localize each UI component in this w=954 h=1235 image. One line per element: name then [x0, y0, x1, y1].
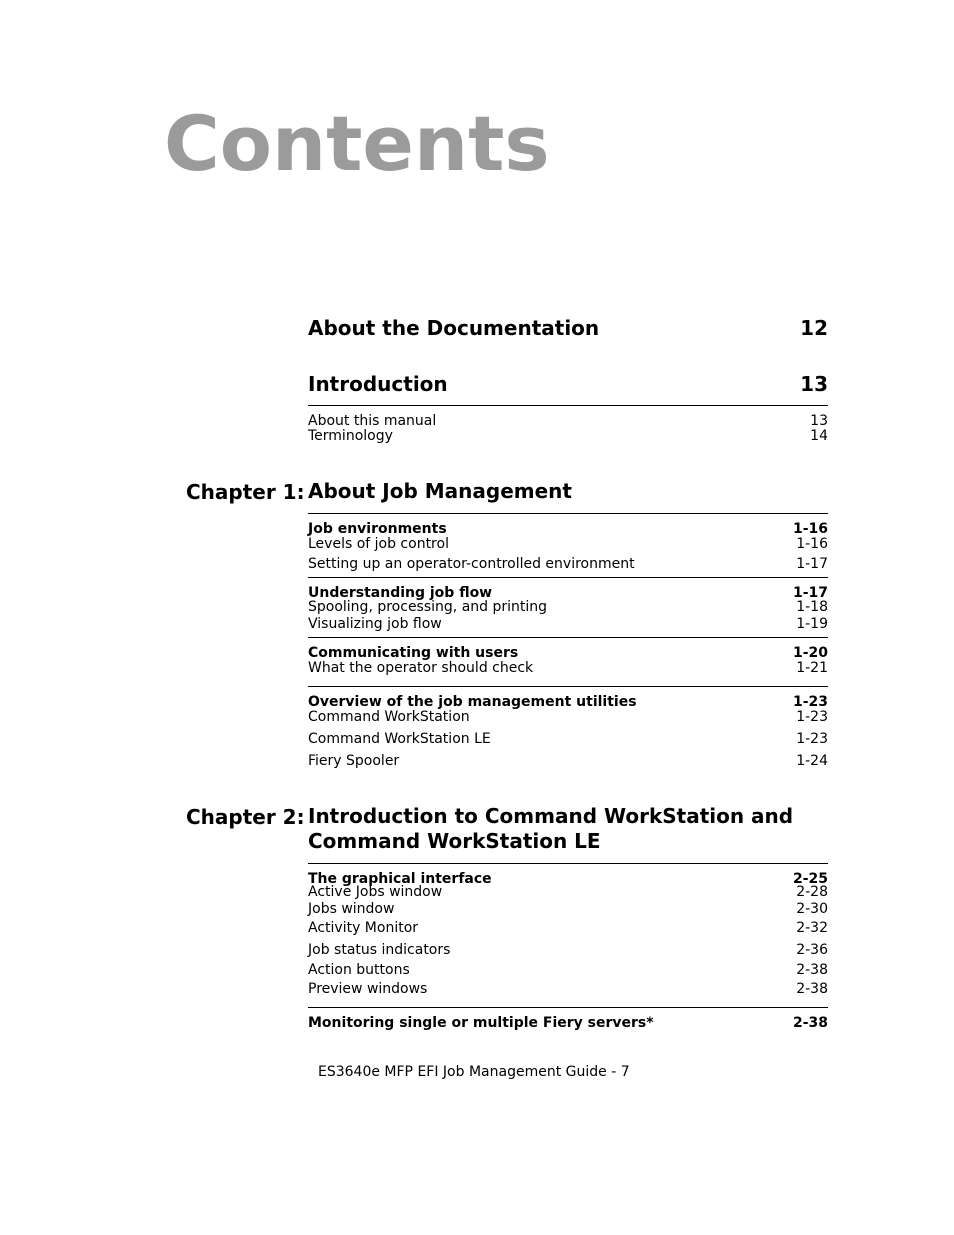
toc-entry-page: 1-16	[792, 521, 828, 537]
toc-entry-spooling-processing-printing[interactable]	[308, 600, 828, 614]
toc-entry-title: Activity Monitor	[308, 920, 419, 936]
toc-entry-page: 1-24	[796, 753, 828, 769]
toc-entry-levels-of-job-control[interactable]	[308, 537, 828, 551]
toc-heading-page: 12	[800, 316, 828, 340]
toc-heading-about-documentation[interactable]	[308, 318, 828, 338]
toc-entry-title: Levels of job control	[308, 536, 449, 552]
toc-entry-fiery-spooler[interactable]	[308, 754, 828, 768]
toc-entry-title: About this manual	[308, 413, 437, 429]
toc-entry-graphical-interface[interactable]	[308, 863, 828, 886]
toc-entry-job-environments[interactable]	[308, 513, 828, 536]
toc-entry-title: Fiery Spooler	[308, 753, 400, 769]
toc-entry-page: 1-21	[796, 660, 828, 676]
toc-entry-monitoring-fiery-servers[interactable]	[308, 1007, 828, 1030]
toc-entry-page: 2-28	[796, 884, 828, 900]
toc-entry-title: Communicating with users	[308, 645, 519, 661]
toc-entry-communicating-with-users[interactable]	[308, 637, 828, 660]
toc-entry-title: Action buttons	[308, 962, 410, 978]
page-footer: ES3640e MFP EFI Job Management Guide - 7	[318, 1064, 630, 1080]
page-title: Contents	[164, 99, 550, 188]
toc-entry-operator-controlled-environment[interactable]	[308, 557, 828, 571]
toc-entry-page: 2-38	[792, 1015, 828, 1031]
toc-entry-what-operator-should-check[interactable]	[308, 661, 828, 675]
toc-heading-page: 13	[800, 372, 828, 396]
toc-entry-about-this-manual[interactable]	[308, 405, 828, 428]
chapter-2-title-line-2: Command WorkStation LE	[308, 829, 601, 853]
toc-entry-title: What the operator should check	[308, 660, 534, 676]
toc-heading-introduction[interactable]	[308, 374, 828, 394]
toc-entry-command-workstation-le[interactable]	[308, 732, 828, 746]
toc-entry-page: 2-32	[796, 920, 828, 936]
toc-entry-title: Overview of the job management utilities	[308, 694, 637, 710]
toc-entry-action-buttons[interactable]	[308, 963, 828, 977]
toc-entry-title: Job environments	[308, 521, 447, 537]
toc-entry-preview-windows[interactable]	[308, 982, 828, 996]
toc-entry-page: 2-30	[796, 901, 828, 917]
toc-entry-command-workstation[interactable]	[308, 710, 828, 724]
toc-entry-page: 1-23	[796, 731, 828, 747]
toc-entry-title: Spooling, processing, and printing	[308, 599, 548, 615]
toc-entry-page: 1-20	[792, 645, 828, 661]
toc-entry-page: 1-16	[796, 536, 828, 552]
toc-entry-page: 1-23	[792, 694, 828, 710]
toc-entry-title: Understanding job flow	[308, 585, 493, 601]
toc-entry-active-jobs-window[interactable]	[308, 885, 828, 899]
chapter-1-label: Chapter 1:	[186, 480, 305, 504]
toc-entry-understanding-job-flow[interactable]	[308, 577, 828, 600]
toc-entry-title: Active Jobs window	[308, 884, 443, 900]
chapter-2-label: Chapter 2:	[186, 805, 305, 829]
toc-heading-title: Introduction	[308, 372, 448, 396]
toc-entry-page: 1-23	[796, 709, 828, 725]
toc-entry-activity-monitor[interactable]	[308, 921, 828, 935]
toc-entry-page: 2-36	[796, 942, 828, 958]
toc-entry-title: Command WorkStation LE	[308, 731, 491, 747]
toc-entry-page: 1-17	[796, 556, 828, 572]
toc-entry-title: Monitoring single or multiple Fiery servers*	[308, 1015, 654, 1031]
toc-entry-title: The graphical interface	[308, 871, 492, 887]
toc-entry-page: 1-19	[796, 616, 828, 632]
toc-entry-page: 2-38	[796, 981, 828, 997]
toc-entry-jobs-window[interactable]	[308, 902, 828, 916]
toc-entry-visualizing-job-flow[interactable]	[308, 617, 828, 631]
toc-entry-job-status-indicators[interactable]	[308, 943, 828, 957]
toc-entry-page: 14	[810, 428, 828, 444]
toc-entry-title: Terminology	[308, 428, 393, 444]
toc-entry-title: Setting up an operator-controlled environment	[308, 556, 635, 572]
toc-entry-page: 2-38	[796, 962, 828, 978]
chapter-1-title[interactable]: About Job Management	[308, 479, 572, 503]
toc-entry-overview-job-management-utilities[interactable]	[308, 686, 828, 709]
toc-entry-title: Job status indicators	[308, 942, 451, 958]
toc-entry-title: Jobs window	[308, 901, 395, 917]
toc-entry-title: Visualizing job flow	[308, 616, 442, 632]
chapter-2-title-line-1: Introduction to Command WorkStation and	[308, 804, 794, 828]
toc-entry-page: 2-25	[792, 871, 828, 887]
toc-heading-title: About the Documentation	[308, 316, 600, 340]
toc-entry-page: 1-18	[796, 599, 828, 615]
toc-entry-terminology[interactable]	[308, 429, 828, 443]
toc-entry-title: Preview windows	[308, 981, 428, 997]
toc-entry-page: 1-17	[792, 585, 828, 601]
chapter-2-title[interactable]	[308, 804, 828, 854]
toc-entry-title: Command WorkStation	[308, 709, 470, 725]
toc-entry-page: 13	[810, 413, 828, 429]
